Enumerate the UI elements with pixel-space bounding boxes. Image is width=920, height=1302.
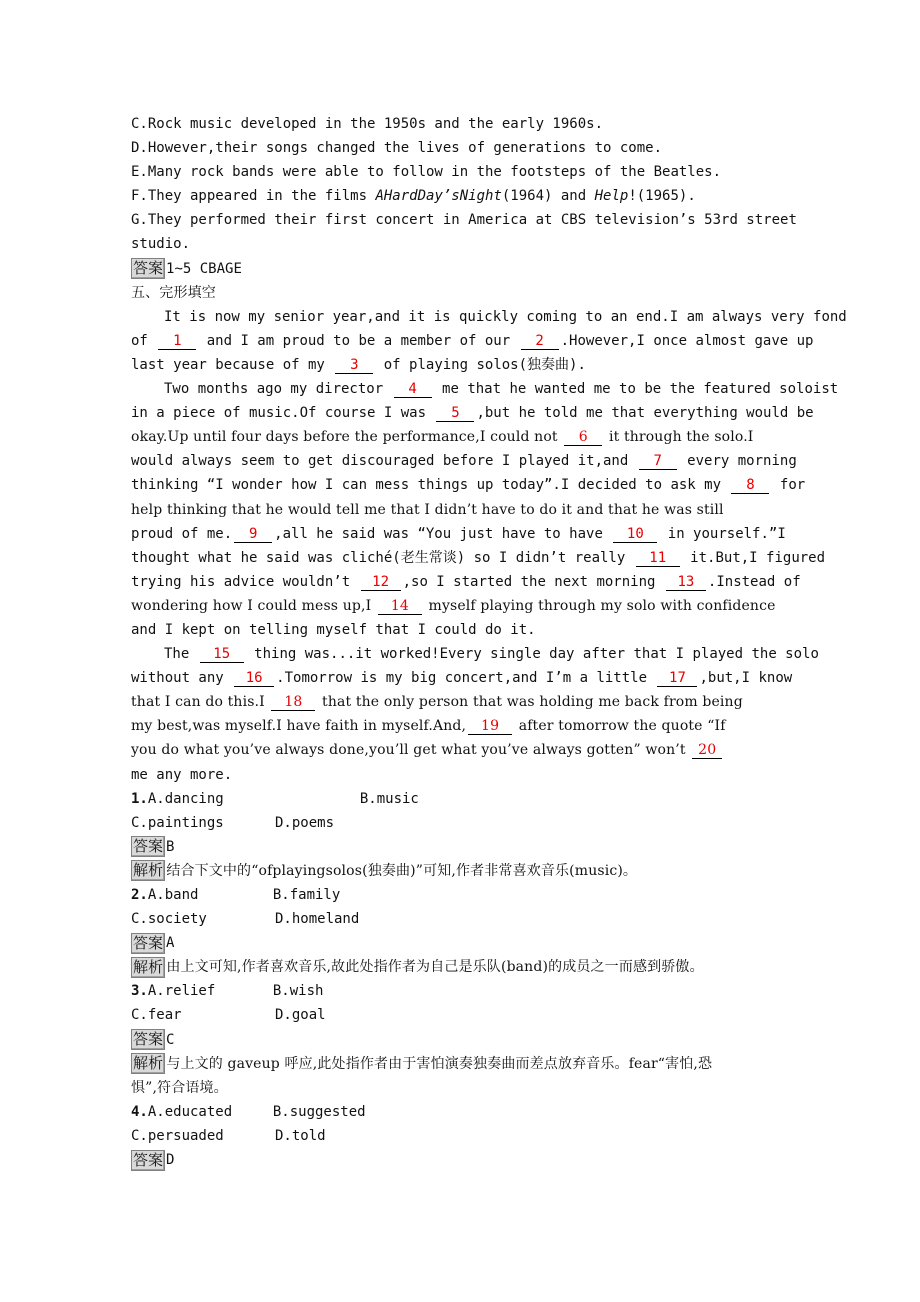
passage-line xyxy=(131,570,801,594)
option-c[interactable]: C.society xyxy=(131,911,207,928)
text: it through the solo.I xyxy=(608,429,754,446)
question-4-options-row2 xyxy=(131,1124,796,1148)
blank-5[interactable]: 5 xyxy=(436,405,474,422)
option-f-text: F.They appeared in the films xyxy=(131,188,376,205)
text: trying his advice wouldn’t xyxy=(131,573,351,590)
question-2-analysis xyxy=(131,955,796,979)
text: thing was...it worked!Every single day after that I played the solo xyxy=(254,646,819,663)
blank-19[interactable]: 19 xyxy=(468,718,512,735)
answer-tag: 答案 xyxy=(133,837,164,856)
question-2-options-row1 xyxy=(131,883,796,907)
passage-line xyxy=(131,594,796,618)
option-c: C.Rock music developed in the 1950s and the early 1960s. xyxy=(131,116,604,132)
text: in a piece of music.Of course I was xyxy=(131,405,427,422)
document-page xyxy=(131,112,847,1172)
blank-15[interactable]: 15 xyxy=(200,646,244,663)
option-f-mid: (1964) and xyxy=(501,188,595,205)
question-3-analysis xyxy=(131,1052,796,1076)
analysis-text: 由上文可知,作者喜欢音乐,故此处指作者为自己是乐队(band)的成员之一而感到骄傲。 xyxy=(166,959,704,976)
text: and I am proud to be a member of our xyxy=(206,332,511,349)
answer-tag: 答案 xyxy=(133,933,164,952)
answer-value: A xyxy=(166,935,175,952)
blank-4[interactable]: 4 xyxy=(394,381,432,398)
passage-line xyxy=(131,666,796,690)
option-d: D.However,their songs changed the lives of generations to come. xyxy=(131,140,663,157)
text: .Tomorrow is my big concert,and I’m a little xyxy=(276,670,648,687)
option-b[interactable]: B.wish xyxy=(272,983,324,1000)
passage-line: me any more. xyxy=(131,766,233,783)
option-g-cont: studio. xyxy=(131,236,191,253)
blank-20[interactable]: 20 xyxy=(692,742,722,759)
text: that the only person that was holding me back from being xyxy=(322,694,743,711)
blank-7[interactable]: 7 xyxy=(639,453,677,470)
text: without any xyxy=(131,670,224,687)
option-b[interactable]: B.music xyxy=(359,790,419,807)
passage-line xyxy=(131,425,796,449)
option-b[interactable]: B.family xyxy=(272,887,341,903)
question-1-analysis xyxy=(131,859,796,883)
blank-13[interactable]: 13 xyxy=(666,574,706,591)
text: .However,I once almost gave up xyxy=(560,332,814,349)
option-g: G.They performed their first concert in America at CBS television’s 53rd street xyxy=(131,212,797,229)
option-d[interactable]: D.poems xyxy=(275,814,335,831)
option-a[interactable]: A.dancing xyxy=(147,790,224,807)
option-b[interactable]: B.suggested xyxy=(272,1103,366,1120)
analysis-text: 与上文的 gaveup 呼应,此处指作者由于害怕演奏独奏曲而差点放弃音乐。fear“害怕,恐 xyxy=(166,1055,713,1072)
text: you do what you’ve always done,you’ll get what you’ve always gotten” won’t xyxy=(131,742,686,759)
question-2-options-row2 xyxy=(131,907,796,931)
option-f-suffix: !(1965). xyxy=(628,188,696,205)
text: me that he wanted me to be the featured soloist xyxy=(442,381,839,398)
passage-line xyxy=(131,522,796,546)
text: ,but he told me that everything would be xyxy=(476,405,814,422)
question-number: 4. xyxy=(131,1103,148,1120)
passage-line xyxy=(131,642,819,666)
film-title-1: AHardDay’sNight xyxy=(375,188,502,205)
question-4-answer xyxy=(131,1148,796,1172)
text: for xyxy=(779,477,806,494)
analysis-text: 结合下文中的“ofplayingsolos(独奏曲)”可知,作者非常喜欢音乐(music)。 xyxy=(166,862,638,879)
text: last year because of my xyxy=(131,356,325,373)
blank-12[interactable]: 12 xyxy=(361,574,401,591)
answer-value: C xyxy=(166,1031,175,1048)
option-f xyxy=(131,184,796,208)
passage-line: It is now my senior year,and it is quickly coming to an end.I am always very fond xyxy=(164,308,847,325)
answer-value: B xyxy=(166,838,175,855)
answer-tag: 答案 xyxy=(133,1150,164,1169)
question-1-options-row1 xyxy=(131,787,796,811)
text: in yourself.”I xyxy=(667,525,786,542)
analysis-tag: 解析 xyxy=(133,957,164,976)
text: ,all he said was “You just have to have xyxy=(274,525,603,542)
blank-16[interactable]: 16 xyxy=(234,670,274,687)
option-a[interactable]: A.educated xyxy=(147,1103,233,1120)
text: myself playing through my solo with confidence xyxy=(428,597,776,614)
passage-line xyxy=(131,473,806,497)
text: after tomorrow the quote “If xyxy=(518,718,726,735)
answer-text: 1~5 CBAGE xyxy=(166,260,242,277)
option-c[interactable]: C.persuaded xyxy=(131,1127,224,1144)
option-d[interactable]: D.goal xyxy=(275,1007,326,1024)
question-1-answer xyxy=(131,835,796,859)
passage-line xyxy=(131,401,814,425)
passage-line xyxy=(131,377,839,401)
passage-line: help thinking that he would tell me that I didn’t have to do it and that he was still xyxy=(131,501,724,518)
answer-tag: 答案 xyxy=(133,1030,164,1049)
text: okay.Up until four days before the performance,I could not xyxy=(131,429,558,446)
text: of playing solos(独奏曲). xyxy=(383,356,586,373)
blank-10[interactable]: 10 xyxy=(613,526,657,543)
text: ,so I started the next morning xyxy=(402,573,656,590)
question-3-analysis-cont: 惧”,符合语境。 xyxy=(131,1079,228,1096)
passage-line xyxy=(131,353,796,377)
question-2-answer xyxy=(131,931,796,955)
text: Two months ago my director xyxy=(164,381,384,398)
option-c[interactable]: C.paintings xyxy=(131,814,224,831)
question-4-options-row1 xyxy=(131,1100,796,1124)
section-title: 五、完形填空 xyxy=(131,284,216,301)
blank-6[interactable]: 6 xyxy=(564,429,602,446)
question-3-answer xyxy=(131,1028,796,1052)
text: my best,was myself.I have faith in myself.And, xyxy=(131,718,467,735)
blank-1[interactable]: 1 xyxy=(158,333,196,350)
blank-3[interactable]: 3 xyxy=(335,357,373,374)
option-a[interactable]: A.relief xyxy=(147,983,216,1000)
question-number: 3. xyxy=(131,983,148,1000)
option-a[interactable]: A.band xyxy=(147,887,199,903)
analysis-tag: 解析 xyxy=(133,861,164,880)
text: .Instead of xyxy=(707,573,801,590)
blank-11[interactable]: 11 xyxy=(636,550,680,567)
answer-tag: 答案 xyxy=(133,259,164,278)
passage-line xyxy=(131,449,796,473)
passage-line: and I kept on telling myself that I could do it. xyxy=(131,621,536,638)
film-title-2: Help xyxy=(594,188,629,205)
blank-14[interactable]: 14 xyxy=(378,598,422,615)
passage-line xyxy=(131,714,796,738)
text: thought what he said was cliché(老生常谈) so I didn’t really xyxy=(131,549,626,566)
option-e: E.Many rock bands were able to follow in the footsteps of the Beatles. xyxy=(131,164,722,181)
text: The xyxy=(164,646,190,663)
text: every morning xyxy=(687,453,797,470)
question-1-options-row2 xyxy=(131,811,796,835)
section4-answer xyxy=(131,257,796,281)
text: ,but,I know xyxy=(699,670,793,687)
option-c[interactable]: C.fear xyxy=(131,1007,182,1024)
blank-17[interactable]: 17 xyxy=(657,670,697,687)
option-d[interactable]: D.homeland xyxy=(275,911,360,928)
text: wondering how I could mess up,I xyxy=(131,597,372,614)
question-3-options-row2 xyxy=(131,1003,796,1027)
question-3-options-row1 xyxy=(131,979,796,1003)
blank-8[interactable]: 8 xyxy=(731,477,769,494)
answer-value: D xyxy=(166,1152,175,1169)
blank-2[interactable]: 2 xyxy=(521,333,559,350)
text: that I can do this.I xyxy=(131,694,265,711)
text: of xyxy=(131,332,148,349)
passage-line xyxy=(131,690,796,714)
text: proud of me. xyxy=(131,525,233,542)
question-number: 2. xyxy=(131,887,148,903)
option-d[interactable]: D.told xyxy=(275,1127,326,1144)
text: would always seem to get discouraged before I played it,and xyxy=(131,453,629,470)
blank-18[interactable]: 18 xyxy=(271,694,315,711)
passage-line xyxy=(131,546,826,570)
analysis-tag: 解析 xyxy=(133,1054,164,1073)
passage-line xyxy=(131,738,796,762)
text: thinking “I wonder how I can mess things up today”.I decided to ask my xyxy=(131,477,722,494)
blank-9[interactable]: 9 xyxy=(234,526,272,543)
question-number: 1. xyxy=(131,790,148,807)
text: it.But,I figured xyxy=(690,549,826,566)
passage-line xyxy=(131,329,814,353)
